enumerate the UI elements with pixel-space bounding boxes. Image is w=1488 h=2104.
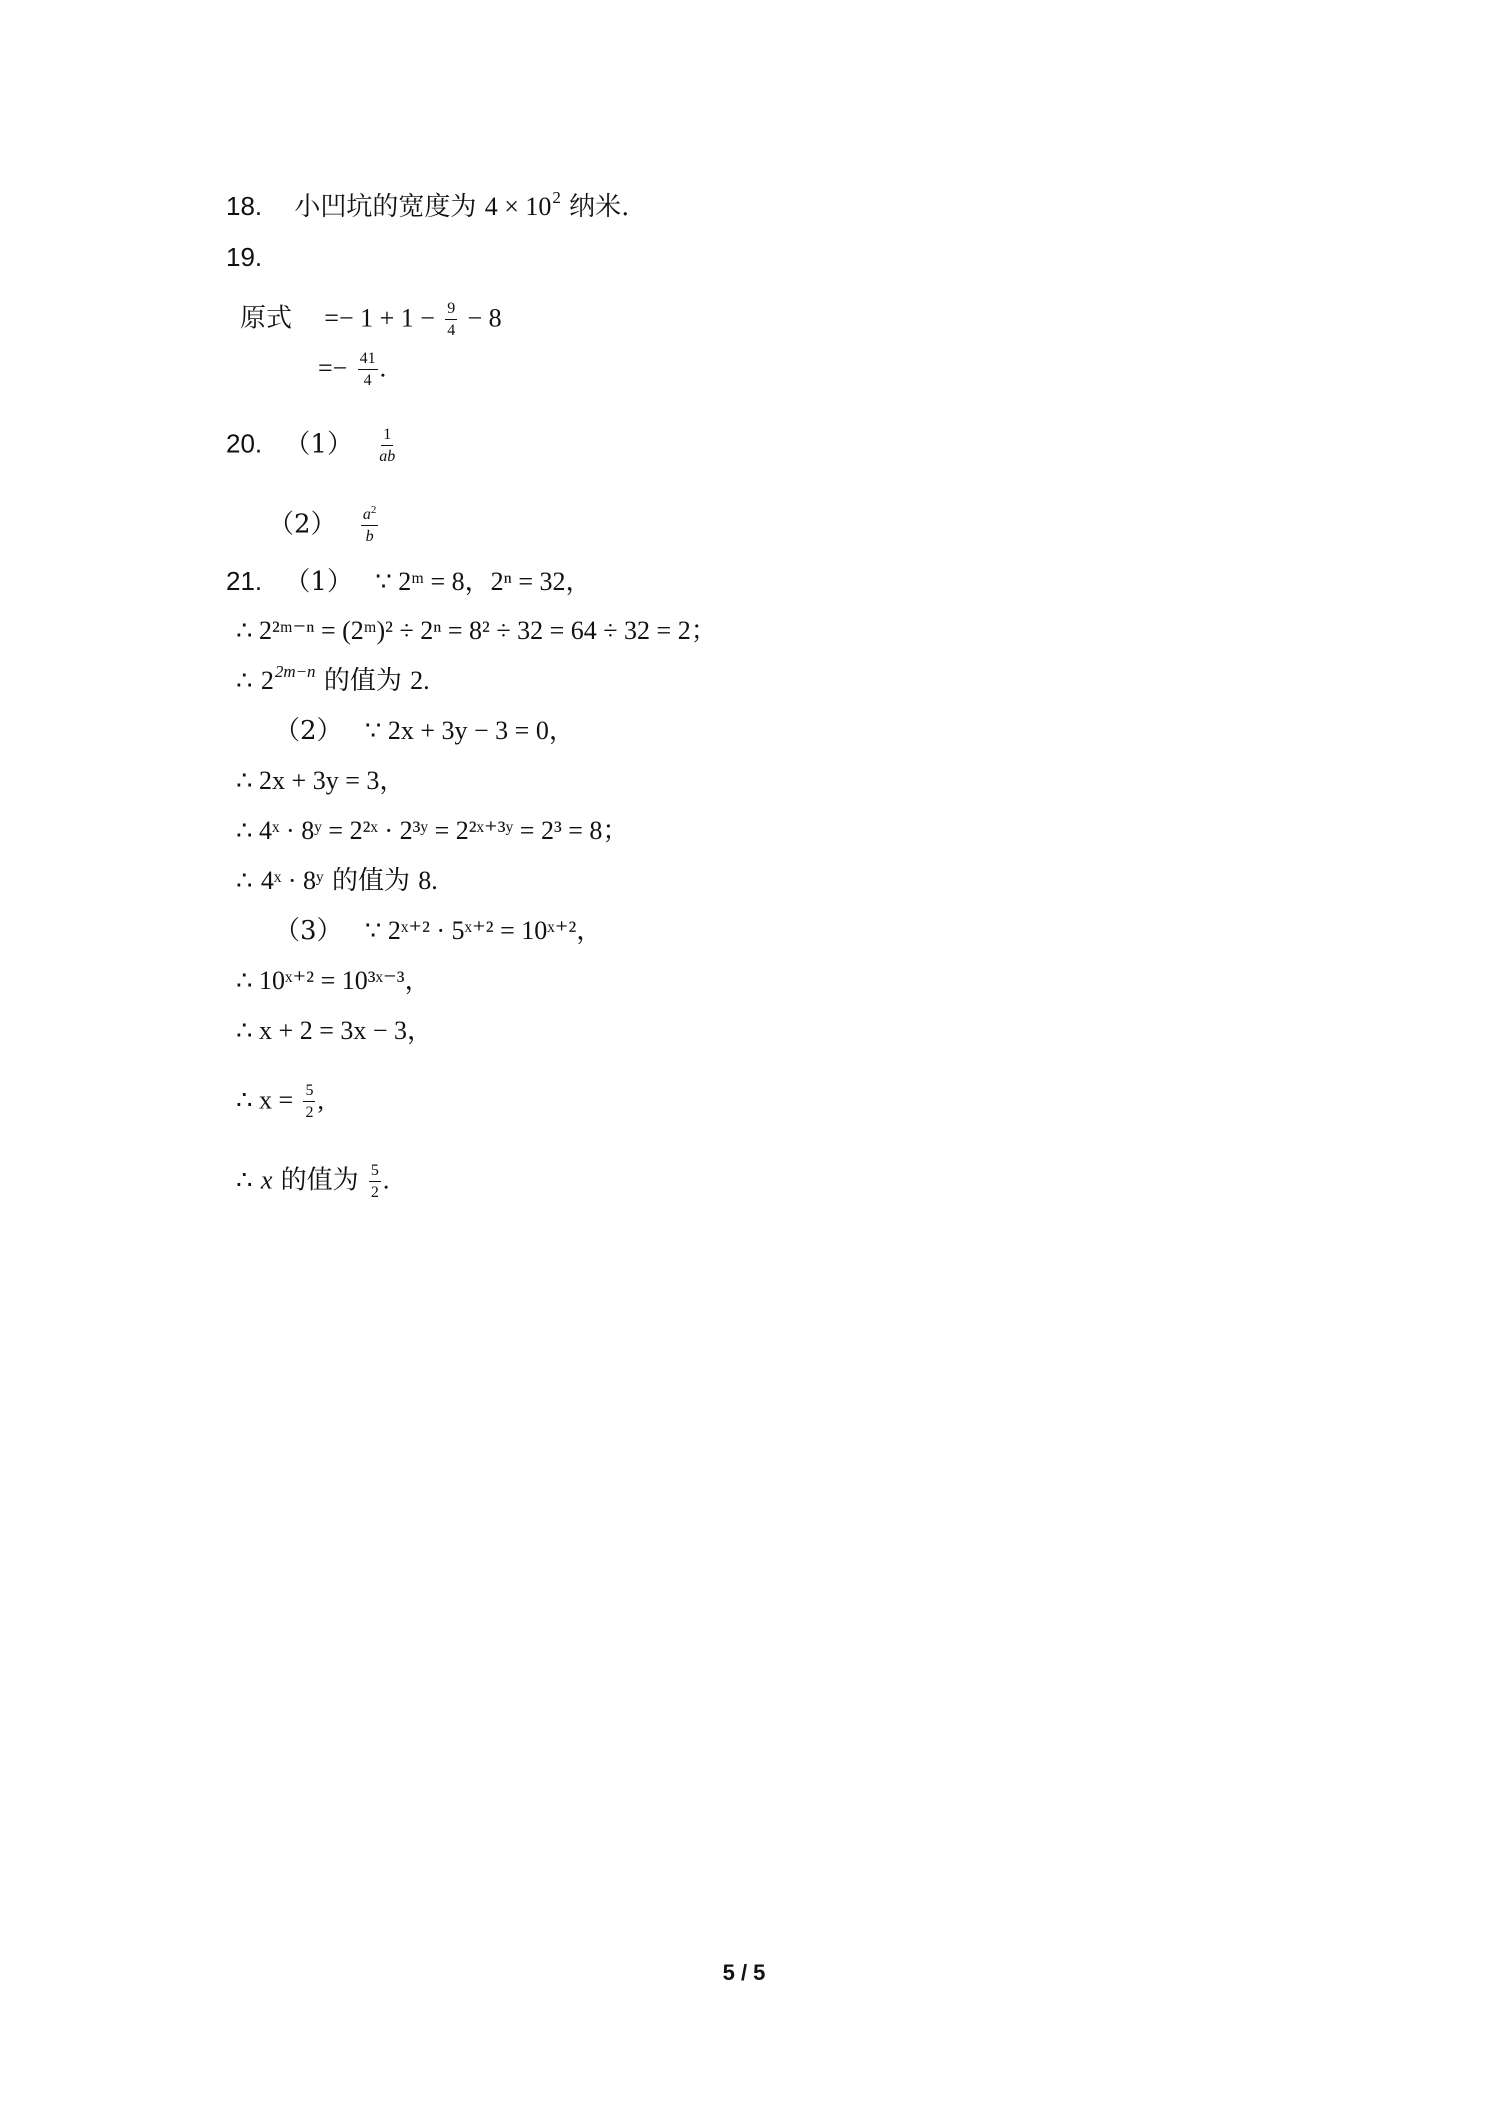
q20-number: 20.: [226, 428, 263, 459]
q19-result-sign: =−: [318, 353, 348, 383]
q21-part3-step2: ∴ x + 2 = 3x − 3，: [236, 1016, 434, 1045]
q19-line2: =− $\frac{41}{4}$ .: [318, 350, 387, 389]
q20-line1: [226, 426, 399, 465]
q21-part3-step3: ∴ x = $\frac{5}{2}$ ,: [236, 1082, 324, 1121]
q21-part3-fraction: $\frac{5}{2}$: [305, 1082, 314, 1121]
q18-expr: $4 \times 10^2$: [484, 188, 561, 221]
q20-part1-fraction: $\frac{1}{ab}$: [379, 426, 396, 465]
q19-expr-part: =− 1 + 1 −: [324, 303, 435, 333]
q18-number: 18.: [226, 191, 263, 221]
q21-part2-label: （2）: [274, 716, 343, 746]
q21-part1-label: （1）: [284, 567, 353, 597]
page-number: 5 / 5: [722, 1960, 766, 1985]
q19-expr-tail: − 8: [467, 303, 502, 333]
q21-part2-step2: ∴ 4ˣ · 8ʸ = 2²ˣ · 2³ʸ = 2²ˣ⁺³ʸ = 2³ = 8；: [236, 816, 629, 845]
q18-unit: 纳米.: [569, 192, 630, 222]
q21-part3-conclusion: ∴ x 的值为 $\frac{5}{2}$ .: [236, 1162, 390, 1201]
q21-part1-step: ∴ 2²ᵐ⁻ⁿ = (2ᵐ)² ÷ 2ⁿ = 8² ÷ 32 = 64 ÷ 32 = 2；: [236, 616, 717, 645]
q21-part1-given: [226, 568, 592, 595]
q21-part1-power: $2^{2m-n}$: [260, 662, 316, 695]
q21-part1-conclusion: ∴ $2^{2m-n}$ 的值为 2.: [236, 662, 430, 696]
q20-part1-label: （1）: [284, 429, 353, 460]
q21-part2-conclusion: ∴ 4ˣ · 8ʸ 的值为 8.: [236, 866, 438, 896]
q21-part2-given: （2） ∵ 2x + 3y − 3 = 0，: [274, 716, 575, 746]
q19-fraction: $\frac{9}{4}$: [447, 300, 456, 339]
q21-number: 21.: [226, 566, 263, 596]
q19-line1: [240, 300, 502, 339]
q20-line2: [268, 506, 380, 545]
q21-part2-step1: ∴ 2x + 3y = 3，: [236, 766, 406, 795]
q21-part3-step1: ∴ 10ˣ⁺² = 10³ˣ⁻³，: [236, 966, 431, 995]
q20-part2-label: （2）: [268, 509, 337, 540]
q19-label: 原式: [240, 303, 293, 334]
q21-part3-label: （3）: [274, 916, 343, 946]
q20-part2-fraction: $\frac{a^2}{b}$: [362, 504, 377, 545]
q21-part3-given: （3） ∵ 2ˣ⁺² · 5ˣ⁺² = 10ˣ⁺²，: [274, 916, 603, 946]
q19-result-fraction: $\frac{41}{4}$: [359, 350, 376, 389]
q19-number: 19.: [226, 242, 263, 272]
q21-part3-conclusion-fraction: $\frac{5}{2}$: [370, 1162, 379, 1201]
q18-line: [226, 188, 630, 222]
q18-text: 小凹坑的宽度为: [294, 192, 477, 222]
q21-part1-given-expr: ∵ 2ᵐ = 8，2ⁿ = 32，: [375, 567, 592, 596]
